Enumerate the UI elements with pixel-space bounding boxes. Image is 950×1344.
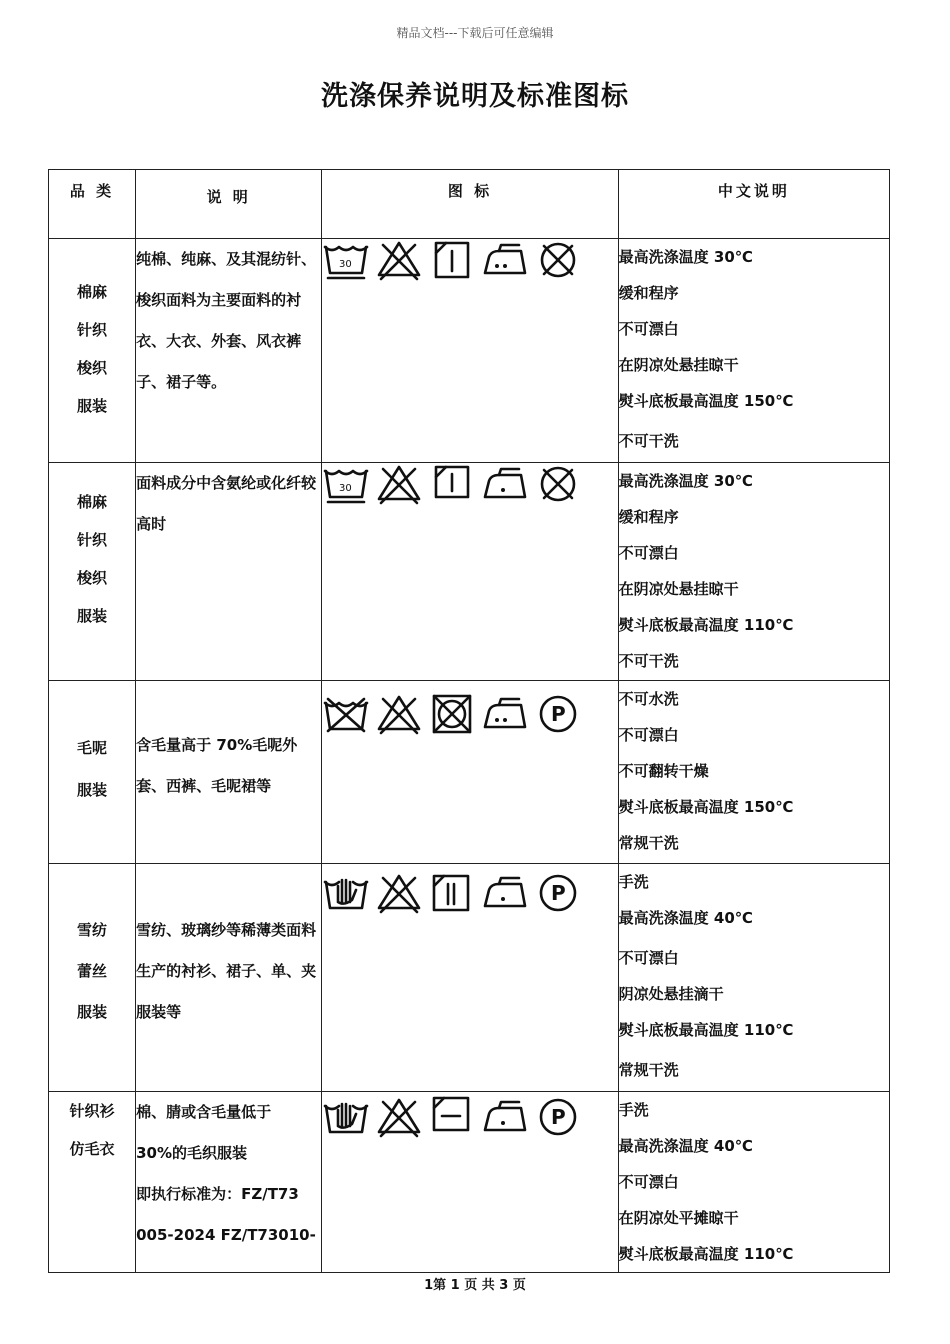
care-line: 熨斗底板最高温度 110℃ bbox=[618, 1021, 794, 1039]
category-line: 服装 bbox=[77, 1003, 108, 1021]
description-cell: 纯棉、纯麻、及其混纺针、梭织面料为主要面料的衬衣、大衣、外套、风衣裤子、裙子等。 bbox=[136, 239, 322, 463]
wash-30-icon bbox=[322, 463, 370, 505]
dry-clean-p-icon bbox=[534, 693, 582, 735]
care-line: 手洗 bbox=[618, 873, 649, 891]
category-cell bbox=[49, 239, 136, 463]
table-row bbox=[49, 463, 890, 681]
description-line: 即执行标准为：FZ/T73 bbox=[136, 1185, 299, 1203]
icons-cell bbox=[322, 1092, 618, 1273]
dry-clean-p-icon bbox=[534, 1096, 582, 1138]
category-line: 针织 bbox=[77, 531, 108, 549]
category-cell bbox=[49, 1092, 136, 1273]
no-bleach-icon bbox=[375, 872, 423, 914]
wash-temp-label: 30 bbox=[339, 483, 353, 494]
care-line: 常规干洗 bbox=[618, 834, 679, 852]
care-line: 缓和程序 bbox=[618, 284, 679, 302]
category-cell bbox=[49, 463, 136, 681]
no-bleach-icon bbox=[375, 463, 423, 505]
dry-clean-p-icon bbox=[534, 872, 582, 914]
description-cell: 含毛量高于 70%毛呢外套、西裤、毛呢裙等 bbox=[136, 681, 322, 864]
category-line: 雪纺 bbox=[77, 921, 108, 939]
table-row bbox=[49, 681, 890, 864]
icons-cell bbox=[322, 239, 618, 463]
table-row bbox=[49, 239, 890, 463]
description-cell: 面料成分中含氨纶或化纤较高时 bbox=[136, 463, 322, 681]
care-text-cell bbox=[618, 1092, 889, 1273]
care-line: 常规干洗 bbox=[618, 1061, 679, 1079]
care-line: 最高洗涤温度 30℃ bbox=[618, 472, 753, 490]
description-line: 005-2024 FZ/T73010- bbox=[136, 1226, 316, 1244]
care-line: 不可漂白 bbox=[618, 320, 679, 338]
header-note: 精品文档---下载后可任意编辑 bbox=[396, 26, 554, 40]
care-line: 缓和程序 bbox=[618, 508, 679, 526]
icons-cell bbox=[322, 864, 618, 1092]
icons-cell bbox=[322, 681, 618, 864]
table-header-row bbox=[49, 170, 890, 239]
iron-110-icon bbox=[481, 1096, 529, 1138]
category-cell bbox=[49, 681, 136, 864]
care-line: 最高洗涤温度 40℃ bbox=[618, 1137, 753, 1155]
category-line: 针织衫 bbox=[69, 1102, 115, 1120]
no-dry-clean-icon bbox=[534, 239, 582, 281]
header-category: 品 类 bbox=[49, 170, 136, 239]
care-text-cell bbox=[618, 681, 889, 864]
category-line: 服装 bbox=[77, 397, 108, 415]
care-line: 熨斗底板最高温度 110℃ bbox=[618, 616, 794, 634]
category-line: 梭织 bbox=[77, 359, 108, 377]
table-row bbox=[49, 864, 890, 1092]
hand-wash-icon bbox=[322, 872, 370, 914]
dry-clean-letter: P bbox=[551, 702, 566, 726]
category-line: 针织 bbox=[77, 321, 108, 339]
care-line: 在阴凉处悬挂晾干 bbox=[618, 356, 739, 374]
care-line: 不可干洗 bbox=[618, 652, 679, 670]
description-line: 棉、腈或含毛量低于 bbox=[136, 1103, 272, 1121]
no-bleach-icon bbox=[375, 239, 423, 281]
hand-wash-icon bbox=[322, 1096, 370, 1138]
category-line: 棉麻 bbox=[77, 493, 108, 511]
care-text-cell bbox=[618, 463, 889, 681]
header-description: 说 明 bbox=[136, 170, 322, 239]
iron-110-icon bbox=[481, 463, 529, 505]
document-title: 洗涤保养说明及标准图标 bbox=[321, 81, 629, 112]
care-line: 熨斗底板最高温度 110℃ bbox=[618, 1245, 794, 1263]
care-text-cell bbox=[618, 864, 889, 1092]
page-footer: 1第 1 页 共 3 页 bbox=[424, 1278, 526, 1293]
iron-150-icon bbox=[481, 239, 529, 281]
care-line: 熨斗底板最高温度 150℃ bbox=[618, 798, 794, 816]
header-icons: 图 标 bbox=[322, 170, 618, 239]
wash-30-icon bbox=[322, 239, 370, 281]
care-line: 不可干洗 bbox=[618, 432, 679, 450]
care-instructions-table bbox=[48, 169, 890, 1273]
care-line: 最高洗涤温度 30℃ bbox=[618, 248, 753, 266]
no-tumble-dry-icon bbox=[428, 693, 476, 735]
no-dry-clean-icon bbox=[534, 463, 582, 505]
care-line: 不可漂白 bbox=[618, 1173, 679, 1191]
category-line: 服装 bbox=[77, 607, 108, 625]
description-cell bbox=[136, 1092, 322, 1273]
care-line: 不可漂白 bbox=[618, 726, 679, 744]
care-line: 阴凉处悬挂滴干 bbox=[618, 985, 724, 1003]
category-line: 蕾丝 bbox=[77, 962, 108, 980]
care-line: 不可漂白 bbox=[618, 949, 679, 967]
care-line: 不可漂白 bbox=[618, 544, 679, 562]
care-line: 在阴凉处平摊晾干 bbox=[618, 1209, 739, 1227]
description-cell: 雪纺、玻璃纱等稀薄类面料生产的衬衫、裙子、单、夹服装等 bbox=[136, 864, 322, 1092]
icons-cell bbox=[322, 463, 618, 681]
table-row bbox=[49, 1092, 890, 1273]
category-line: 梭织 bbox=[77, 569, 108, 587]
dry-clean-letter: P bbox=[551, 881, 566, 905]
drip-dry-shade-icon bbox=[428, 872, 476, 914]
iron-110-icon bbox=[481, 872, 529, 914]
care-line: 手洗 bbox=[618, 1101, 649, 1119]
iron-150-icon bbox=[481, 693, 529, 735]
description-line: 30%的毛织服装 bbox=[136, 1144, 247, 1162]
care-line: 最高洗涤温度 40℃ bbox=[618, 909, 753, 927]
category-cell bbox=[49, 864, 136, 1092]
no-wash-icon bbox=[322, 693, 370, 735]
line-dry-shade-icon bbox=[428, 239, 476, 281]
category-line: 棉麻 bbox=[77, 283, 108, 301]
category-line: 仿毛衣 bbox=[69, 1140, 115, 1158]
header-chinese-description: 中文说明 bbox=[618, 170, 889, 239]
care-line: 熨斗底板最高温度 150℃ bbox=[618, 392, 794, 410]
wash-temp-label: 30 bbox=[339, 259, 353, 270]
category-line: 毛呢 bbox=[77, 739, 108, 757]
dry-clean-letter: P bbox=[551, 1105, 566, 1129]
care-line: 不可水洗 bbox=[618, 690, 679, 708]
care-text-cell bbox=[618, 239, 889, 463]
line-dry-shade-icon bbox=[428, 463, 476, 505]
flat-dry-shade-icon bbox=[428, 1096, 476, 1138]
care-line: 在阴凉处悬挂晾干 bbox=[618, 580, 739, 598]
no-bleach-icon bbox=[375, 1096, 423, 1138]
no-bleach-icon bbox=[375, 693, 423, 735]
category-line: 服装 bbox=[77, 781, 108, 799]
care-line: 不可翻转干燥 bbox=[618, 762, 709, 780]
